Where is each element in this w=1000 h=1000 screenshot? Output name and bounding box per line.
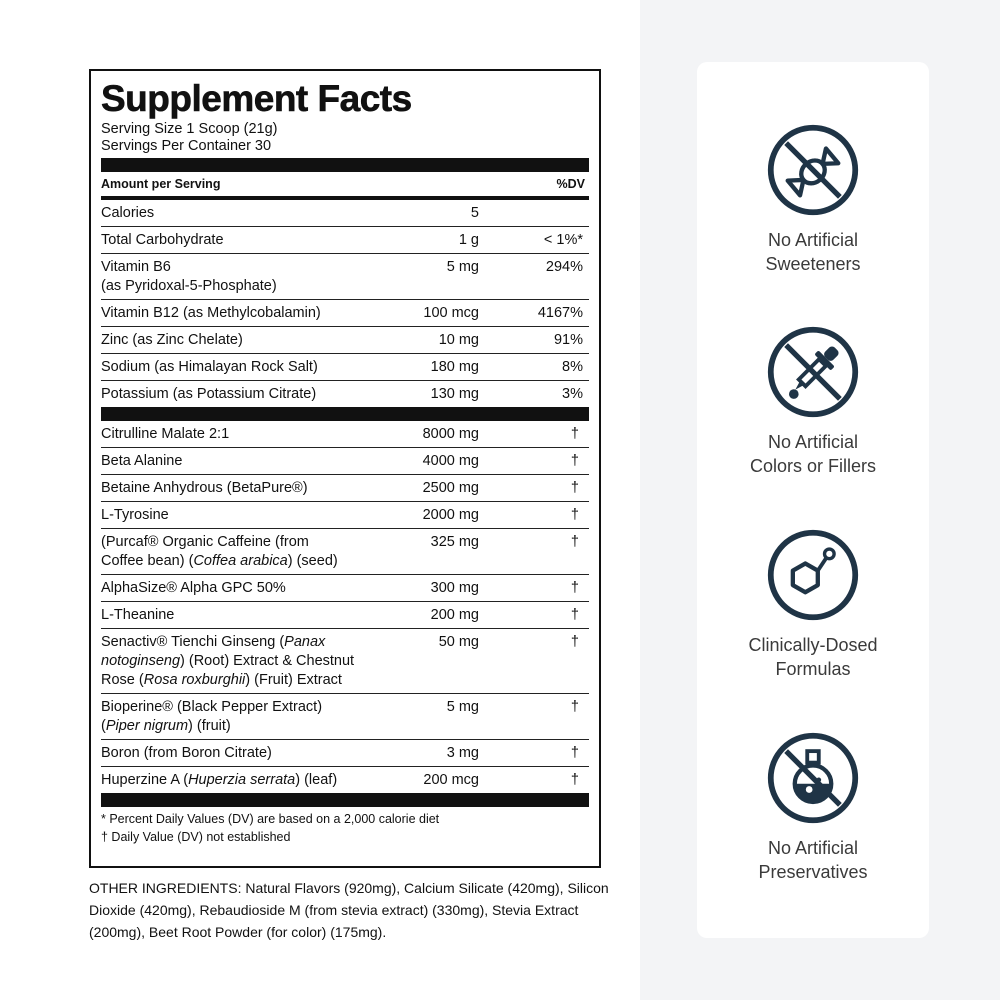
row-dv: † bbox=[570, 772, 579, 788]
dv-header: %DV bbox=[556, 177, 585, 191]
no-dropper-icon bbox=[765, 324, 861, 420]
row-dv: † bbox=[570, 699, 579, 715]
supplement-facts-panel bbox=[89, 69, 601, 868]
row-amount: 325 mg bbox=[430, 534, 479, 550]
row-dv: † bbox=[570, 426, 579, 442]
row-dv bbox=[479, 204, 589, 223]
row-amount: 5 mg bbox=[446, 259, 479, 275]
row-name: (Purcaf® Organic Caffeine (from Coffee bean) (Coffea arabica) (seed) bbox=[101, 534, 338, 569]
badge-label: No Artificial Colors or Fillers bbox=[749, 432, 877, 476]
amount-header: Amount per Serving bbox=[101, 177, 221, 191]
ingredient-row bbox=[101, 739, 589, 766]
nutrient-row bbox=[101, 200, 589, 226]
badge-no-sweeteners bbox=[697, 122, 929, 276]
row-name: Citrulline Malate 2:1 bbox=[101, 426, 230, 442]
row-amount: 300 mg bbox=[430, 580, 479, 596]
divider-thick bbox=[101, 407, 589, 421]
row-dv: 3% bbox=[562, 386, 583, 402]
footnote-percent-dv: * Percent Daily Values (DV) are based on a 2,000 calorie diet bbox=[101, 812, 440, 826]
servings-per-container: Servings Per Container 30 bbox=[101, 138, 272, 154]
row-dv: † bbox=[570, 607, 579, 623]
ingredient-row bbox=[101, 474, 589, 501]
row-amount: 2000 mg bbox=[422, 507, 479, 523]
row-amount: 4000 mg bbox=[422, 453, 479, 469]
divider-thick bbox=[101, 793, 589, 807]
nutrient-row bbox=[101, 226, 589, 253]
nutrient-row bbox=[101, 380, 589, 407]
serving-size: Serving Size 1 Scoop (21g) bbox=[101, 121, 278, 137]
row-amount: 50 mg bbox=[438, 634, 479, 650]
row-dv: 4167% bbox=[537, 305, 583, 321]
row-name: Vitamin B12 (as Methylcobalamin) bbox=[101, 305, 321, 321]
row-dv: † bbox=[570, 453, 579, 469]
row-name: Sodium (as Himalayan Rock Salt) bbox=[101, 359, 318, 375]
row-amount: 2500 mg bbox=[422, 480, 479, 496]
row-name: Potassium (as Potassium Citrate) bbox=[101, 386, 317, 402]
row-dv: 91% bbox=[553, 332, 583, 348]
row-name: Total Carbohydrate bbox=[101, 232, 224, 248]
row-name: Betaine Anhydrous (BetaPure®) bbox=[101, 480, 308, 496]
badge-clinically-dosed bbox=[697, 527, 929, 681]
nutrient-row bbox=[101, 299, 589, 326]
row-name: Vitamin B6 (as Pyridoxal-5-Phosphate) bbox=[101, 259, 277, 294]
row-amount: 200 mcg bbox=[423, 772, 479, 788]
molecule-icon bbox=[765, 527, 861, 623]
row-amount: 100 mcg bbox=[423, 305, 479, 321]
divider-thick bbox=[101, 158, 589, 172]
row-dv: † bbox=[570, 634, 579, 650]
row-name: L-Tyrosine bbox=[101, 507, 169, 523]
nutrient-row bbox=[101, 353, 589, 380]
ingredient-row bbox=[101, 766, 589, 793]
ingredient-row bbox=[101, 528, 589, 574]
row-dv: † bbox=[570, 480, 579, 496]
row-dv: † bbox=[570, 745, 579, 761]
badge-no-preservatives bbox=[697, 730, 929, 884]
row-amount: 5 bbox=[470, 205, 479, 221]
footnote-dagger: † Daily Value (DV) not established bbox=[101, 830, 291, 844]
other-ingredients: OTHER INGREDIENTS: Natural Flavors (920mg), Calcium Silicate (420mg), Silicon Dioxide (420mg), Rebaudioside M (from stevia extract) (330mg), Stevia Extract (200mg), Beet Root Powder (for color) (175mg). bbox=[89, 880, 609, 940]
nutrient-list bbox=[101, 200, 589, 407]
no-candy-icon bbox=[765, 122, 861, 218]
row-amount: 1 g bbox=[458, 232, 479, 248]
row-name: L-Theanine bbox=[101, 607, 175, 623]
badge-label: Clinically-Dosed Formulas bbox=[748, 635, 878, 679]
badge-label: No Artificial Sweeteners bbox=[765, 230, 861, 274]
row-name: AlphaSize® Alpha GPC 50% bbox=[101, 580, 286, 596]
badge-no-colors bbox=[697, 324, 929, 478]
ingredient-list bbox=[101, 421, 589, 793]
row-amount: 10 mg bbox=[438, 332, 479, 348]
ingredient-row bbox=[101, 574, 589, 601]
row-name: Calories bbox=[101, 205, 155, 221]
ingredient-row bbox=[101, 501, 589, 528]
row-name: Beta Alanine bbox=[101, 453, 183, 469]
ingredient-row bbox=[101, 601, 589, 628]
amount-header-row bbox=[101, 172, 589, 196]
row-name: Huperzine A (Huperzia serrata) (leaf) bbox=[101, 772, 338, 788]
ingredient-row bbox=[101, 421, 589, 447]
row-name: Boron (from Boron Citrate) bbox=[101, 745, 272, 761]
nutrient-row bbox=[101, 326, 589, 353]
row-amount: 200 mg bbox=[430, 607, 479, 623]
row-amount: 8000 mg bbox=[422, 426, 479, 442]
badge-label: No Artificial Preservatives bbox=[758, 838, 868, 882]
row-name: Senactiv® Tienchi Ginseng (Panax notoginseng) (Root) Extract & Chestnut Rose (Rosa roxburghii) (Fruit) Extract bbox=[101, 634, 355, 688]
row-dv: 294% bbox=[545, 259, 583, 275]
row-amount: 180 mg bbox=[430, 359, 479, 375]
row-dv: † bbox=[570, 580, 579, 596]
no-flask-icon bbox=[765, 730, 861, 826]
row-dv: † bbox=[570, 534, 579, 550]
badge-panel bbox=[697, 62, 929, 938]
row-dv: < 1%* bbox=[543, 232, 583, 248]
row-amount: 5 mg bbox=[446, 699, 479, 715]
facts-title: Supplement Facts bbox=[101, 78, 412, 119]
row-amount: 3 mg bbox=[446, 745, 479, 761]
footnotes bbox=[101, 807, 589, 846]
row-name: Bioperine® (Black Pepper Extract) (Piper nigrum) (fruit) bbox=[101, 699, 323, 734]
ingredient-row bbox=[101, 447, 589, 474]
ingredient-row bbox=[101, 628, 589, 693]
row-dv: 8% bbox=[562, 359, 583, 375]
ingredient-row bbox=[101, 693, 589, 739]
row-dv: † bbox=[570, 507, 579, 523]
nutrient-row bbox=[101, 253, 589, 299]
row-amount: 130 mg bbox=[430, 386, 479, 402]
row-name: Zinc (as Zinc Chelate) bbox=[101, 332, 243, 348]
